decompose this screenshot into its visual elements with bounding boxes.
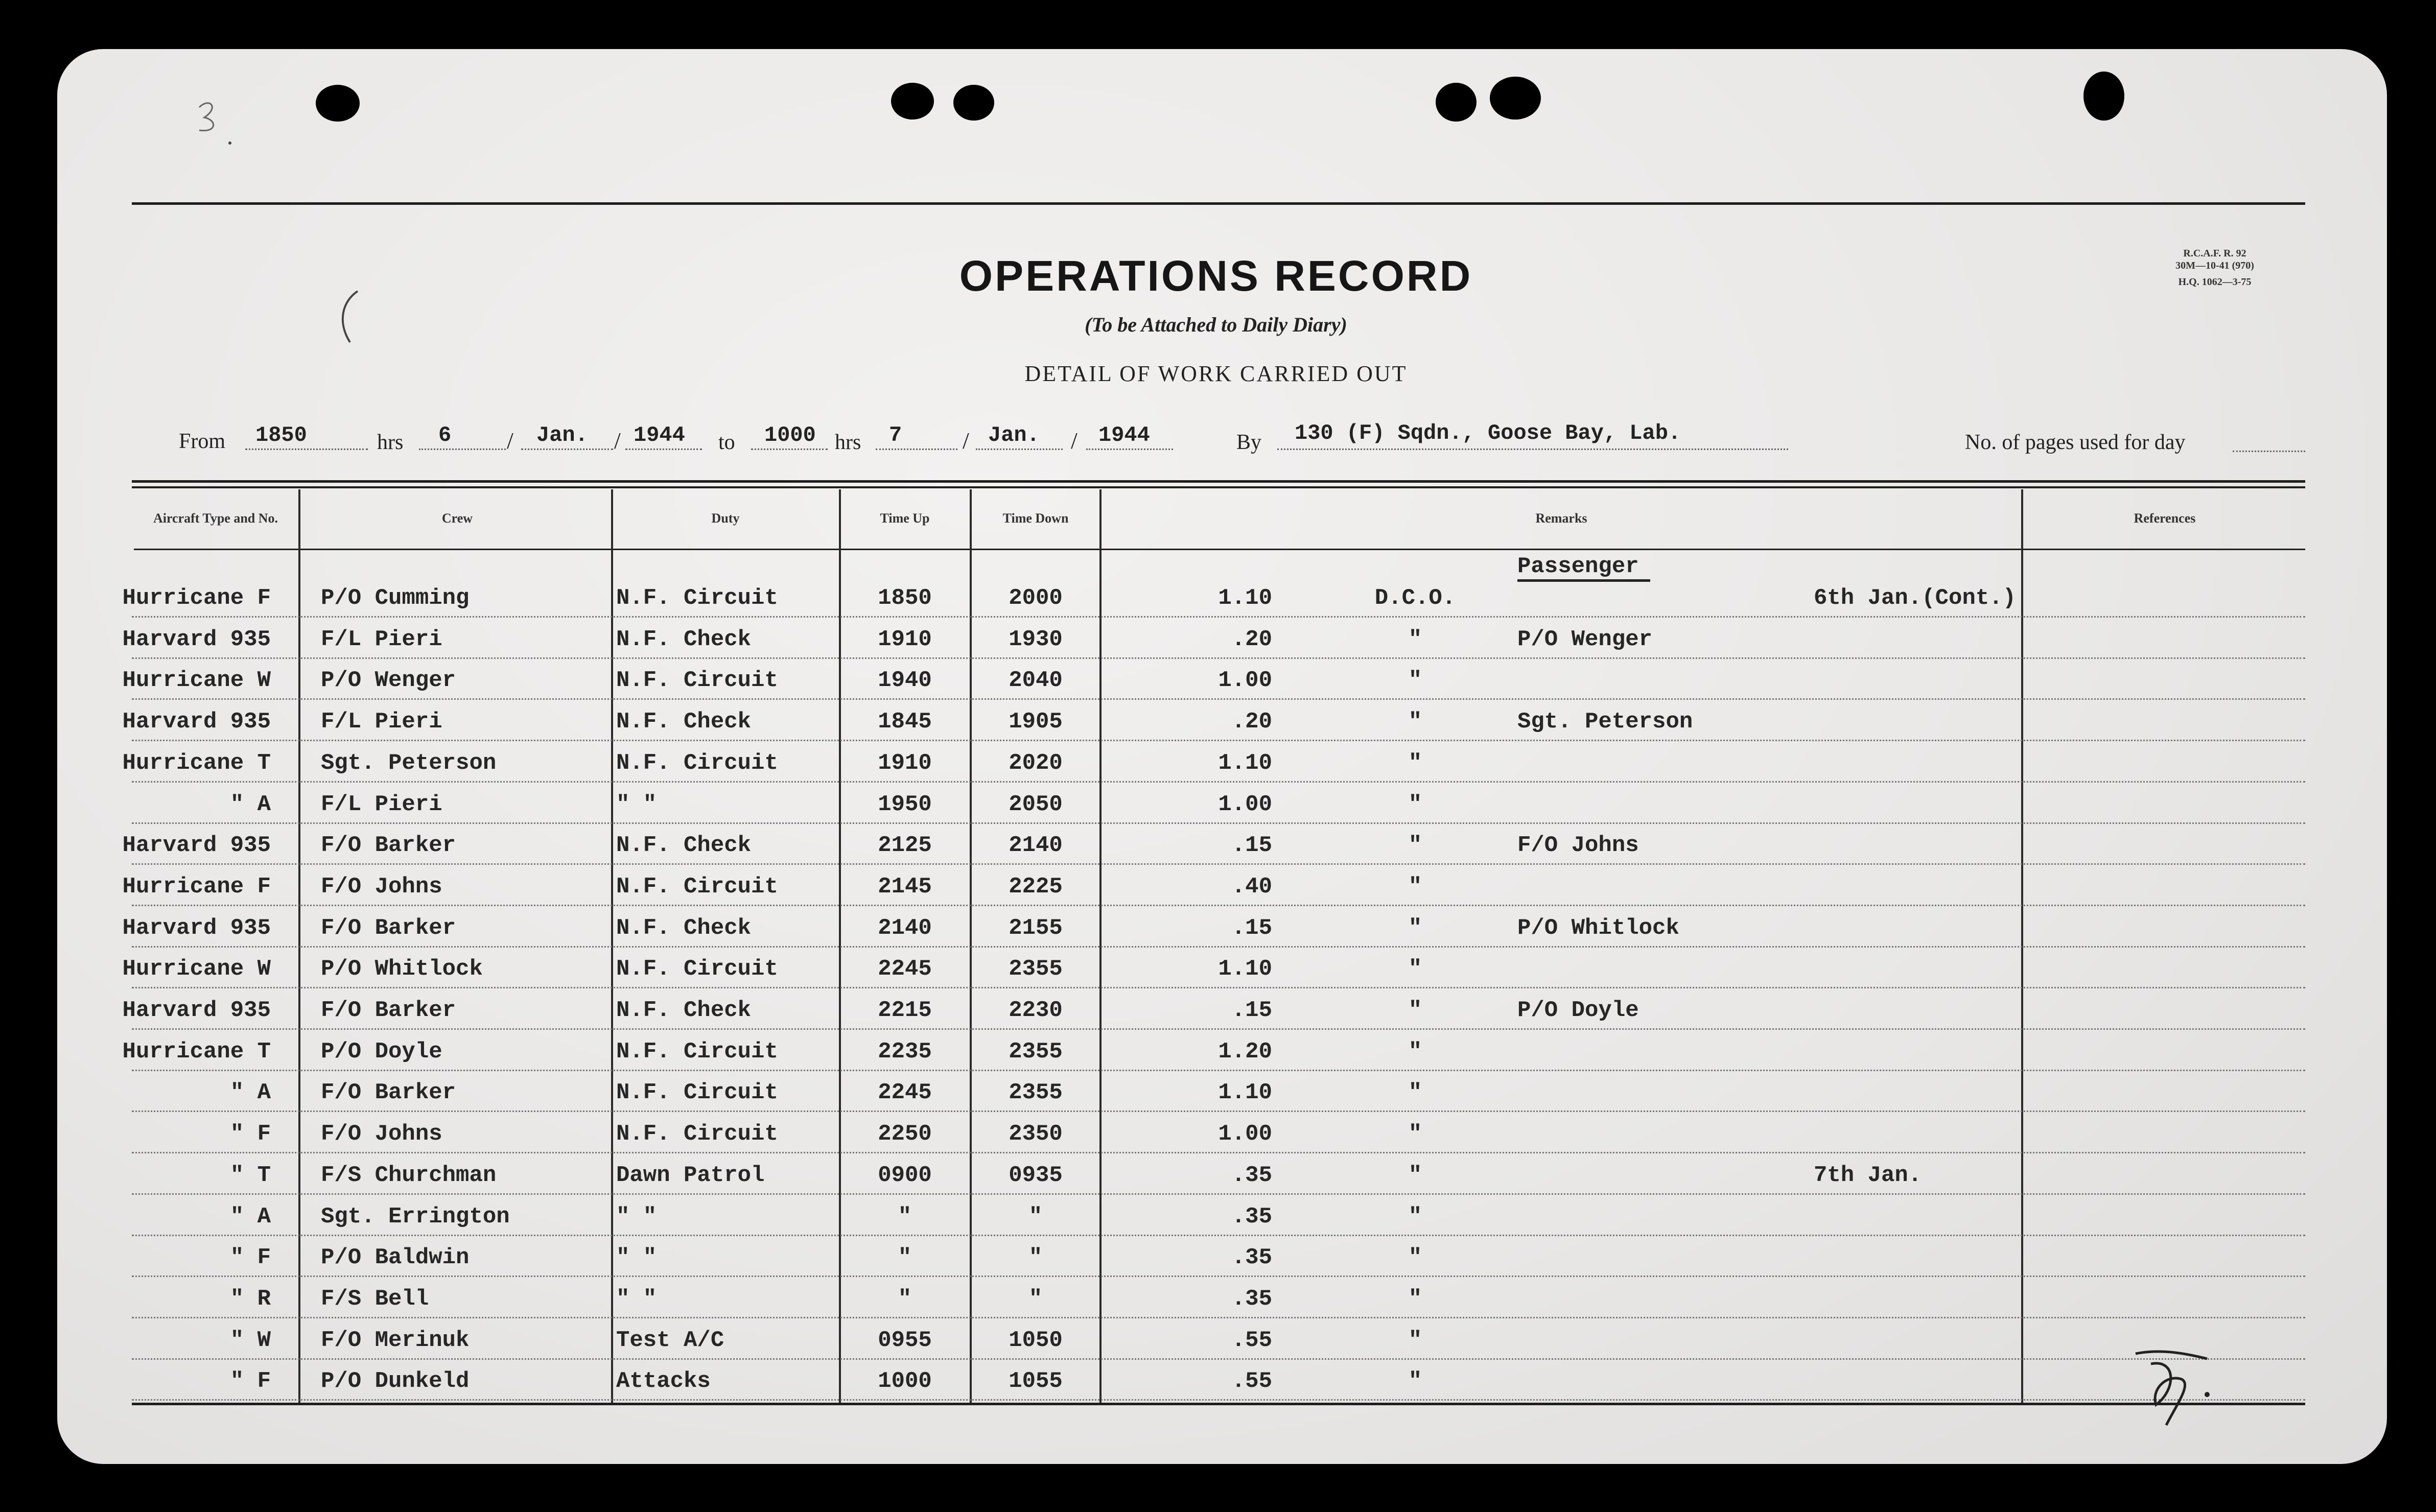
table-top-rule bbox=[132, 486, 2305, 488]
from-year: 1944 bbox=[634, 423, 685, 447]
table-row bbox=[0, 946, 2436, 987]
passenger-heading: Passenger bbox=[1517, 554, 1639, 579]
fill-line bbox=[751, 448, 828, 450]
time-up-cell: 0900 bbox=[878, 1162, 932, 1188]
from-label: From bbox=[179, 430, 226, 453]
fill-line bbox=[1277, 448, 1788, 450]
time-down-cell: 2350 bbox=[1009, 1121, 1063, 1147]
table-row bbox=[0, 1317, 2436, 1358]
punch-hole bbox=[316, 85, 360, 122]
time-up-cell: 2250 bbox=[878, 1121, 932, 1147]
col-time-down: Time Down bbox=[1002, 511, 1069, 526]
duration-cell: 1.10 bbox=[1218, 1080, 1272, 1106]
date-separator: / bbox=[963, 428, 969, 454]
time-up-cell: " bbox=[898, 1203, 912, 1230]
to-time: 1000 bbox=[764, 423, 816, 447]
crew-cell: F/O Barker bbox=[321, 915, 456, 941]
time-down-cell: 2230 bbox=[1009, 998, 1063, 1023]
from-time: 1850 bbox=[255, 423, 307, 447]
duty-cell: " " bbox=[616, 1203, 657, 1230]
time-up-cell: 1910 bbox=[878, 626, 932, 652]
time-up-cell: 1940 bbox=[878, 668, 932, 694]
crew-cell: P/O Dunkeld bbox=[321, 1368, 470, 1395]
remark-cell: " bbox=[1408, 1162, 1422, 1188]
duty-cell: N.F. Check bbox=[616, 709, 752, 735]
form-ref-line: H.Q. 1062—3-75 bbox=[2178, 276, 2252, 288]
punch-hole bbox=[953, 85, 994, 121]
table-row bbox=[0, 575, 2436, 616]
time-down-cell: 0935 bbox=[1009, 1162, 1063, 1188]
aircraft-cell: Hurricane F bbox=[122, 585, 271, 611]
passenger-cell: P/O Wenger bbox=[1517, 626, 1653, 652]
time-up-cell: 1845 bbox=[878, 709, 932, 735]
col-crew: Crew bbox=[441, 511, 473, 526]
time-up-cell: 1000 bbox=[878, 1368, 932, 1395]
crew-cell: Sgt. Errington bbox=[321, 1203, 510, 1230]
aircraft-cell: Harvard 935 bbox=[122, 709, 271, 735]
crew-cell: F/L Pieri bbox=[321, 709, 442, 735]
remark-cell: " bbox=[1408, 709, 1422, 735]
time-down-cell: 1905 bbox=[1009, 709, 1063, 735]
remark-cell: " bbox=[1408, 915, 1422, 941]
remark-cell: " bbox=[1408, 668, 1422, 694]
aircraft-cell: " F bbox=[230, 1368, 271, 1395]
time-up-cell: " bbox=[898, 1286, 912, 1312]
pencil-bracket-mark bbox=[332, 286, 363, 347]
table-row bbox=[0, 864, 2436, 905]
time-down-cell: " bbox=[1028, 1203, 1043, 1230]
duty-cell: N.F. Check bbox=[616, 915, 752, 941]
page-subtitle: (To be Attached to Daily Diary) bbox=[1085, 313, 1347, 336]
aircraft-cell: Hurricane T bbox=[122, 750, 271, 776]
time-up-cell: 2125 bbox=[878, 833, 932, 859]
duration-cell: .35 bbox=[1231, 1203, 1272, 1230]
time-up-cell: 0955 bbox=[878, 1327, 932, 1353]
duration-cell: 1.10 bbox=[1218, 585, 1272, 611]
crew-cell: P/O Baldwin bbox=[321, 1245, 470, 1271]
col-aircraft: Aircraft Type and No. bbox=[153, 511, 278, 526]
fill-line bbox=[2233, 451, 2305, 452]
col-duty: Duty bbox=[711, 511, 740, 526]
bottom-rule bbox=[132, 1403, 2305, 1405]
duty-cell: N.F. Circuit bbox=[616, 750, 778, 776]
table-row bbox=[0, 1111, 2436, 1152]
fill-line bbox=[419, 448, 506, 450]
duty-cell: Test A/C bbox=[616, 1327, 724, 1353]
aircraft-cell: Hurricane W bbox=[122, 668, 271, 694]
duration-cell: .35 bbox=[1231, 1245, 1272, 1271]
col-remarks: Remarks bbox=[1535, 511, 1587, 526]
aircraft-cell: " A bbox=[230, 1203, 271, 1230]
remark-cell: " bbox=[1408, 1368, 1422, 1395]
punch-hole bbox=[1490, 77, 1541, 120]
crew-cell: P/O Whitlock bbox=[321, 956, 483, 982]
duty-cell: N.F. Check bbox=[616, 833, 752, 859]
aircraft-cell: " R bbox=[230, 1286, 271, 1312]
duty-cell: " " bbox=[616, 1245, 657, 1271]
duty-cell: N.F. Circuit bbox=[616, 668, 778, 694]
time-up-cell: 1910 bbox=[878, 750, 932, 776]
pages-used-label: No. of pages used for day bbox=[1965, 431, 2186, 454]
aircraft-cell: Hurricane T bbox=[122, 1038, 271, 1065]
remark-cell: " bbox=[1408, 1286, 1422, 1312]
col-time-up: Time Up bbox=[880, 511, 930, 526]
time-down-cell: 2355 bbox=[1009, 1080, 1063, 1106]
time-down-cell: 2225 bbox=[1009, 873, 1063, 900]
remark-cell: D.C.O. bbox=[1374, 585, 1456, 611]
remark-cell: " bbox=[1408, 956, 1422, 982]
table-row bbox=[0, 699, 2436, 740]
table-row bbox=[0, 987, 2436, 1028]
time-down-cell: 2020 bbox=[1009, 750, 1063, 776]
time-up-cell: 2245 bbox=[878, 956, 932, 982]
crew-cell: F/S Churchman bbox=[321, 1162, 497, 1188]
time-down-cell: 1050 bbox=[1009, 1327, 1063, 1353]
duration-cell: .55 bbox=[1231, 1368, 1272, 1395]
crew-cell: F/S Bell bbox=[321, 1286, 429, 1312]
remark-cell: " bbox=[1408, 1121, 1422, 1147]
form-ref-line: R.C.A.F. R. 92 bbox=[2183, 248, 2246, 259]
table-row bbox=[0, 1276, 2436, 1317]
aircraft-cell: " F bbox=[230, 1245, 271, 1271]
duration-cell: .15 bbox=[1231, 833, 1272, 859]
by-label: By bbox=[1236, 431, 1262, 454]
remark-cell: " bbox=[1408, 626, 1422, 652]
detail-heading: DETAIL OF WORK CARRIED OUT bbox=[1024, 361, 1408, 386]
table-row bbox=[0, 782, 2436, 822]
time-down-cell: " bbox=[1028, 1286, 1043, 1312]
squadron-value: 130 (F) Sqdn., Goose Bay, Lab. bbox=[1295, 421, 1681, 445]
aircraft-cell: Harvard 935 bbox=[122, 998, 271, 1023]
aircraft-cell: Hurricane W bbox=[122, 956, 271, 982]
duration-cell: .55 bbox=[1231, 1327, 1272, 1353]
time-down-cell: 2355 bbox=[1009, 1038, 1063, 1065]
date-separator: / bbox=[507, 428, 513, 454]
table-row bbox=[0, 1358, 2436, 1399]
col-references: References bbox=[2134, 511, 2196, 526]
duration-cell: 1.20 bbox=[1218, 1038, 1272, 1065]
duty-cell: " " bbox=[616, 791, 657, 817]
crew-cell: P/O Cumming bbox=[321, 585, 470, 611]
time-down-cell: 2355 bbox=[1009, 956, 1063, 982]
fill-line bbox=[876, 448, 957, 450]
fill-line bbox=[521, 448, 613, 450]
duration-cell: 1.10 bbox=[1218, 750, 1272, 776]
crew-cell: Sgt. Peterson bbox=[321, 750, 497, 776]
duty-cell: N.F. Circuit bbox=[616, 1038, 778, 1065]
duty-cell: Attacks bbox=[616, 1368, 711, 1395]
time-down-cell: 1930 bbox=[1009, 626, 1063, 652]
duration-cell: .20 bbox=[1231, 709, 1272, 735]
time-up-cell: " bbox=[898, 1245, 912, 1271]
from-month: Jan. bbox=[536, 423, 588, 447]
passenger-cell: Sgt. Peterson bbox=[1517, 709, 1693, 735]
page-title: OPERATIONS RECORD bbox=[959, 252, 1473, 300]
time-up-cell: 1850 bbox=[878, 585, 932, 611]
punch-hole bbox=[2083, 72, 2124, 121]
crew-cell: F/O Johns bbox=[321, 1121, 442, 1147]
duty-cell: N.F. Circuit bbox=[616, 1121, 778, 1147]
hrs-label: hrs bbox=[377, 431, 404, 454]
time-up-cell: 2215 bbox=[878, 998, 932, 1023]
remark-cell: " bbox=[1408, 998, 1422, 1023]
crew-cell: F/L Pieri bbox=[321, 791, 442, 817]
duty-cell: N.F. Circuit bbox=[616, 585, 778, 611]
remark-cell: " bbox=[1408, 791, 1422, 817]
time-down-cell: 2140 bbox=[1009, 833, 1063, 859]
time-down-cell: 2050 bbox=[1009, 791, 1063, 817]
fill-line bbox=[1086, 448, 1173, 450]
crew-cell: F/O Merinuk bbox=[321, 1327, 470, 1353]
time-down-cell: 2155 bbox=[1009, 915, 1063, 941]
time-down-cell: 2040 bbox=[1009, 668, 1063, 694]
duty-cell: N.F. Check bbox=[616, 626, 752, 652]
duration-cell: 1.00 bbox=[1218, 668, 1272, 694]
form-reference bbox=[2136, 247, 2294, 288]
time-down-cell: 1055 bbox=[1009, 1368, 1063, 1395]
remark-cell: " bbox=[1408, 873, 1422, 900]
date-separator: / bbox=[614, 428, 621, 454]
row-rule bbox=[132, 1399, 2305, 1401]
date-separator: / bbox=[1071, 428, 1078, 454]
duration-cell: .15 bbox=[1231, 998, 1272, 1023]
crew-cell: P/O Wenger bbox=[321, 668, 456, 694]
top-rule bbox=[132, 202, 2305, 205]
header-underline bbox=[134, 549, 2305, 550]
table-row bbox=[0, 657, 2436, 698]
duty-cell: Dawn Patrol bbox=[616, 1162, 765, 1188]
to-year: 1944 bbox=[1098, 423, 1150, 447]
duration-cell: .40 bbox=[1231, 873, 1272, 900]
initials-mark bbox=[2130, 1343, 2217, 1435]
aircraft-cell: " T bbox=[230, 1162, 271, 1188]
duty-cell: N.F. Check bbox=[616, 998, 752, 1023]
note-cell: 7th Jan. bbox=[1814, 1162, 1922, 1188]
crew-cell: F/L Pieri bbox=[321, 626, 442, 652]
aircraft-cell: " A bbox=[230, 1080, 271, 1106]
to-month: Jan. bbox=[988, 423, 1040, 447]
fill-line bbox=[245, 448, 368, 450]
aircraft-cell: " A bbox=[230, 791, 271, 817]
table-row bbox=[0, 1194, 2436, 1235]
aircraft-cell: Harvard 935 bbox=[122, 833, 271, 859]
time-up-cell: 2245 bbox=[878, 1080, 932, 1106]
crew-cell: P/O Doyle bbox=[321, 1038, 442, 1065]
aircraft-cell: " W bbox=[230, 1327, 271, 1353]
duration-cell: .20 bbox=[1231, 626, 1272, 652]
passenger-cell: P/O Doyle bbox=[1517, 998, 1639, 1023]
passenger-cell: F/O Johns bbox=[1517, 833, 1639, 859]
aircraft-cell: Harvard 935 bbox=[122, 626, 271, 652]
to-label: to bbox=[718, 431, 735, 454]
table-row bbox=[0, 617, 2436, 657]
duration-cell: .35 bbox=[1231, 1162, 1272, 1188]
to-day: 7 bbox=[889, 423, 902, 447]
table-row bbox=[0, 822, 2436, 863]
form-ref-line: 30M—10-41 (970) bbox=[2175, 260, 2254, 271]
from-day: 6 bbox=[438, 423, 452, 447]
table-row bbox=[0, 1029, 2436, 1070]
duration-cell: .15 bbox=[1231, 915, 1272, 941]
remark-cell: " bbox=[1408, 1038, 1422, 1065]
passenger-cell: P/O Whitlock bbox=[1517, 915, 1679, 941]
table-row bbox=[0, 1235, 2436, 1275]
time-up-cell: 1950 bbox=[878, 791, 932, 817]
crew-cell: F/O Barker bbox=[321, 1080, 456, 1106]
table-top-rule bbox=[132, 480, 2305, 483]
time-up-cell: 2145 bbox=[878, 873, 932, 900]
time-up-cell: 2140 bbox=[878, 915, 932, 941]
duration-cell: .35 bbox=[1231, 1286, 1272, 1312]
duration-cell: 1.10 bbox=[1218, 956, 1272, 982]
duty-cell: " " bbox=[616, 1286, 657, 1312]
remark-cell: " bbox=[1408, 1080, 1422, 1106]
duty-cell: N.F. Circuit bbox=[616, 1080, 778, 1106]
crew-cell: F/O Barker bbox=[321, 998, 456, 1023]
remark-cell: " bbox=[1408, 833, 1422, 859]
duty-cell: N.F. Circuit bbox=[616, 873, 778, 900]
duration-cell: 1.00 bbox=[1218, 1121, 1272, 1147]
duty-cell: N.F. Circuit bbox=[616, 956, 778, 982]
table-row bbox=[0, 905, 2436, 946]
table-row bbox=[0, 1152, 2436, 1193]
aircraft-cell: " F bbox=[230, 1121, 271, 1147]
remark-cell: " bbox=[1408, 750, 1422, 776]
time-up-cell: 2235 bbox=[878, 1038, 932, 1065]
punch-hole bbox=[1436, 83, 1477, 122]
crew-cell: F/O Barker bbox=[321, 833, 456, 859]
aircraft-cell: Hurricane F bbox=[122, 873, 271, 900]
table-row bbox=[0, 1070, 2436, 1111]
table-row bbox=[0, 740, 2436, 781]
fill-line bbox=[976, 448, 1063, 450]
corner-pencil-mark bbox=[189, 92, 235, 148]
remark-cell: " bbox=[1408, 1245, 1422, 1271]
aircraft-cell: Harvard 935 bbox=[122, 915, 271, 941]
time-down-cell: 2000 bbox=[1009, 585, 1063, 611]
to-hrs-label: hrs bbox=[835, 431, 861, 454]
remark-cell: " bbox=[1408, 1203, 1422, 1230]
crew-cell: F/O Johns bbox=[321, 873, 442, 900]
fill-line bbox=[625, 448, 702, 450]
time-down-cell: " bbox=[1028, 1245, 1043, 1271]
punch-hole bbox=[891, 83, 934, 120]
remark-cell: " bbox=[1408, 1327, 1422, 1353]
note-cell: 6th Jan.(Cont.) bbox=[1814, 585, 2017, 611]
duration-cell: 1.00 bbox=[1218, 791, 1272, 817]
